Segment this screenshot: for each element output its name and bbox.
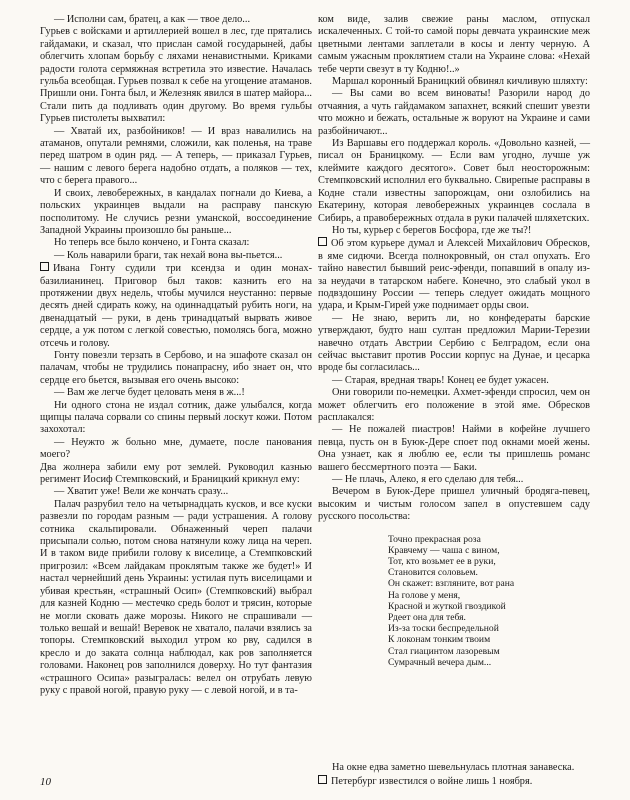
right-paragraphs: [318, 14, 590, 524]
paragraph-text: ком виде, залив свежие раны маслом, отпускал искалеченных. С той-то самой поры девчата украинские меж цветными лентами заплетали в косы и ленту черную. А самым ужасным проклятием стали на Украине слова: «Нехай тебе черти свезут в ту Кодню!..»: [318, 14, 590, 75]
paragraph: [40, 486, 312, 498]
paragraph-text: — Исполни сам, братец, а как — твое дело...: [54, 14, 251, 25]
paragraph: [40, 26, 312, 125]
poem-line: Тот, кто возьмет ее в руки,: [388, 556, 496, 568]
right-column: [318, 14, 590, 788]
paragraph-text: Палач разрубил тело на четырнадцать кусков, и все куски развезли по городам разным — ради устрашения. А голову сотника скальпировали. Обнаженный череп палачи присыпали солью, потом снова натянули кожу лица на череп. И в таком виде прибили голову к виселице, а Стемпковский пригрозил: «Всем лайдакам проклятым также же будет!» И настал чернейший день Украины: устилая путь виселицами и убивая крестьян, «страшный Осип» (Стемпковский) выбрал для казней Кодню — местечко средь болот и трясин, которые не могли сковать даже морозы. Никого не спрашивали — только вешай и вешай! Веревок не хватало, палачи взялись за топоры. Стемпковский выходил утром ко рву, садился в кресло и до заката солнца наблюдал, как ров заполняется головами. Наконец ров заполнился доверху. Но тут фантазия «страшного Осипа» разыгралась: велел он отрубать левую руку с правой ногой, правую руку — с левой ногой, и в та-: [40, 498, 312, 696]
paragraph: [318, 424, 590, 474]
paragraph: [318, 486, 590, 523]
paragraph-text: Гурьев с войсками и артиллерией вошел в лес, где прятались гайдамаки, и сказал, что прислан самой государыней, дабы облегчить хлопам борьбу с ляхами ненавистными. Криками радости голота сермяжная встретила это известие. Началась гульба всеобщая. Гурьев позвал к себе на угощение атаманов. Пришли они. Гонта был, и Железняк явился в шатер майора... Стали пить да подливать один другому. Во время гульбы Гурьев пистолеты выхватил:: [40, 26, 312, 125]
paragraph-text: Петербург известился о войне лишь 1 ноября.: [331, 775, 533, 787]
paragraph: [40, 387, 312, 399]
paragraph: [318, 313, 590, 375]
paragraph: [40, 350, 312, 387]
paragraph: [318, 14, 590, 76]
paragraph: [318, 88, 590, 138]
paragraph-text: Из Варшавы его поддержал король. «Довольно казней, — писал он Браницкому. — Если вам угодно, лучше уж клеймите каждого десятого». Совет был неосторожным: Стемпковский исполнил его буквально. Свирепые расправы в Кодне стали известны запорожцам, они озлобились на Екатерину, которая левобережных украинцев сослала в Сибирь, а правобережных отдала в руки палачей шляхетских.: [318, 138, 590, 224]
poem-line: Кравчему — чаша с вином,: [388, 544, 500, 556]
section-square-icon: [318, 237, 327, 246]
paragraph-text: — Не плачь, Алеко, я его сделаю для тебя...: [332, 474, 524, 486]
paragraph: [318, 775, 590, 788]
poem-line: Он скажет: взгляните, вот рана: [388, 578, 515, 590]
paragraph: [40, 400, 312, 437]
paragraph-text: — Неужто ж больно мне, думаете, после панования моего?: [40, 436, 312, 461]
poem-line: К локонам тонким твоим: [388, 634, 491, 646]
poem-line: Стал гиацинтом лазоревым: [388, 645, 500, 657]
paragraph: [318, 762, 590, 774]
paragraph-text: Два жолнера забили ему рот землей. Руководил казнью регимент Иосиф Стемпковский, и Браницкий крикнул ему:: [40, 461, 312, 486]
paragraph: [40, 250, 312, 262]
poem-line: Становится соловьем.: [388, 567, 478, 579]
poem-line: Сумрачный вечера дым...: [388, 656, 492, 668]
paragraph: [318, 76, 590, 88]
paragraph-text: Гонту повезли терзать в Сербово, и на эшафоте сказал он палачам, чтобы не трудились понапрасну, ибо знает он, что сердце его бьется, вызывая его очень высоко:: [40, 349, 312, 386]
paragraph: [318, 375, 590, 387]
paragraph-text: Об этом курьере думал и Алексей Михайлович Обресков, в яме сидючи. Всегда полнокровный, он стал опухать. Его тайно навестил бывший реис-эфенди, попавший в опалу из-за неудачи в татарском набеге. Конечно, это слабый укол в подвздошину России — теперь следует ожидать мощного удара, и Крым-Гирей уже поднимает орды свои.: [318, 238, 590, 312]
closing-paragraphs: [318, 762, 590, 788]
paragraph: [40, 237, 312, 249]
poem-line: Красной и жуткой гвоздикой: [388, 600, 506, 612]
paragraph: [318, 237, 590, 312]
poem-spacer: [318, 668, 590, 762]
paragraph-text: Вечером в Буюк-Дере пришел уличный бродяга-певец, высоким и чистым голосом запел в опустевшем саду русского посольства:: [318, 486, 590, 523]
paragraph: [40, 262, 312, 350]
paragraph: [318, 225, 590, 237]
paragraph: [40, 188, 312, 238]
poem-line: Точно прекрасная роза: [388, 533, 481, 545]
paragraph: [318, 387, 590, 424]
paragraph-text: — Хватай их, разбойников! — И враз навалились на атаманов, опутали ремнями, сложили, как поленья, на траве перед шатром в один ряд. — А теперь, — приказал Гурьев, — нашим с левого берега надобно отдать, а поляков — тех, что с берега правого...: [40, 125, 312, 187]
paragraph-text: Маршал коронный Браницкий обвинял кичливую шляхту:: [332, 76, 588, 88]
paragraph-text: На окне едва заметно шевельнулась плотная занавеска.: [332, 762, 575, 774]
left-column: [40, 14, 312, 697]
section-square-icon: [318, 775, 327, 784]
paragraph-text: Ни одного стона не издал сотник, даже улыбался, когда щипцы палача сорвали со спины первый лоскут кожи. Потом захохотал:: [40, 399, 312, 436]
paragraph: [40, 14, 312, 26]
poem-line: Из-за тоски беспредельной: [388, 623, 499, 635]
poem-block: [388, 534, 590, 668]
paragraph-text: — Вам же легче будет целовать меня в ж...!: [54, 387, 245, 399]
paragraph-text: — Хватит уже! Вели же кончать сразу...: [54, 486, 229, 498]
paragraph-text: Но теперь все было кончено, и Гонта сказал:: [54, 237, 250, 249]
paragraph: [40, 126, 312, 188]
paragraph: [40, 462, 312, 487]
paragraph-text: Они говорили по-немецки. Ахмет-эфенди спросил, чем он может облегчить его положение в этой яме. Обресков расплакался:: [318, 387, 590, 423]
paragraph-text: — Коль наварили браги, так нехай вона вы-пьется...: [54, 249, 283, 261]
poem-line: Рдеет она для тебя.: [388, 612, 466, 624]
paragraph-text: — Не пожалей пиастров! Найми в кофейне лучшего певца, пусть он в Буюк-Дере споет под окнами моей жены. Она узнает, как я люблю ее, если ты пришлешь романс вашего бессмертного поэта — Баки.: [318, 424, 590, 473]
page-number: 10: [40, 776, 51, 788]
paragraph-text: — Вы сами во всем виноваты! Разорили народ до отчаяния, а чуть гайдамаком запахнет, всякий спешит увезти что можно и бежать, остальные ж воруют на Украине и сами разбойничают...: [318, 88, 590, 137]
section-square-icon: [40, 262, 49, 271]
paragraph-text: Ивана Гонту судили три ксендза и один монах-базилианинец. Приговор был таков: казнить его на протяжении двух недель, чтобы мучился неустанно: первые десять дней сдирать кожу, на одиннадцатый рубить ноги, на двенадцатый — руки, в день тринадцатый вырвать живое сердце, а уж потом с легкой совестью, помолясь бога, можно отсечь и голову.: [40, 263, 312, 349]
paragraph: [40, 437, 312, 462]
paragraph: [318, 138, 590, 225]
poem-line: На голове у меня,: [388, 589, 461, 601]
paragraph: [318, 474, 590, 486]
paragraph: [40, 499, 312, 698]
paragraph-text: И своих, левобережных, в кандалах погнали до Киева, а польских украинцев выдали на расправу панскую посполитому. Не случись резни уманской, воссоединение Западной Украины произошло бы раньше...: [40, 187, 312, 236]
paragraph-text: — Не знаю, верить ли, но конфедераты барские утверждают, будто наш султан предложил Марии-Терезии навечно отдать Австрии Сербию с Белградом, если она сейчас выставит против России корпус на Дунае, и цесарка вроде бы согласилась...: [318, 312, 590, 374]
paragraph-text: Но ты, курьер с берегов Босфора, где же ты?!: [332, 224, 532, 236]
paragraph-text: — Старая, вредная тварь! Конец ее будет ужасен.: [332, 374, 549, 386]
